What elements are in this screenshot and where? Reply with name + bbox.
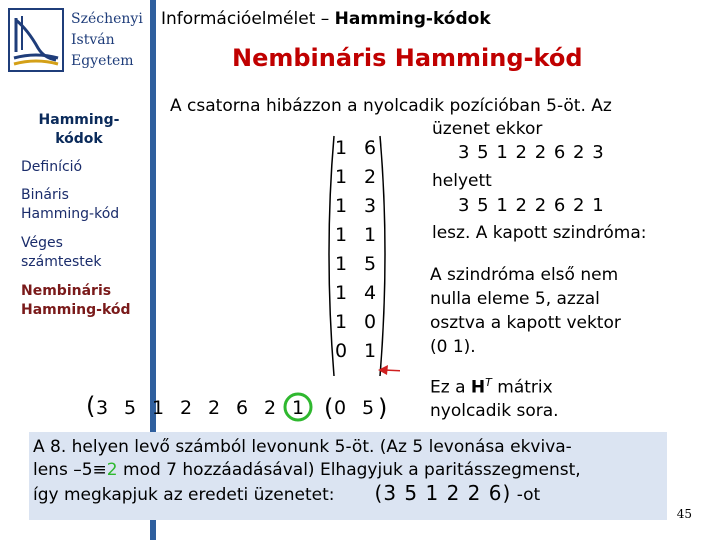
summary-text: A 8. helyen levő számból levonunk 5-öt. (Az 5 levonása ekviva- lens –5≡2 mod 7 hozzáadásával) Elhagyjuk a paritásszegmenst, így megkapjuk az eredeti üzenetet: (3 5 1 2 2 6) -ot [33, 437, 581, 505]
received-vector: 3 5 1 2 2 6 2 1 [458, 195, 605, 216]
slide-title: Nembináris Hamming-kód [232, 44, 583, 72]
matrix-cell: 1 [334, 224, 348, 246]
syndrome-computation [80, 132, 400, 426]
row-vector-cell: 2 [179, 397, 193, 419]
result-cell: 5 [361, 397, 375, 419]
intro-line-1: A csatorna hibázzon a nyolcadik pozícióban 5-öt. Az [170, 96, 612, 116]
matrix-cell: 6 [363, 137, 377, 159]
row-vector-cell: 5 [123, 397, 137, 419]
row-vector-open-paren: ( [86, 392, 96, 420]
matrix-cell: 1 [334, 195, 348, 217]
matrix-cell: 5 [363, 253, 377, 275]
intro-line-2: üzenet ekkor [432, 119, 543, 139]
syndrome-label: lesz. A kapott szindróma: [432, 223, 647, 243]
matrix-cell: 0 [363, 311, 377, 333]
matrix-cell: 3 [363, 195, 377, 217]
sidebar-item-nembinaris-hamming[interactable]: Nembináris Hamming-kód [21, 283, 131, 318]
instead-label: helyett [432, 171, 492, 191]
row-vector-cell: 1 [151, 397, 165, 419]
matrix-cell: 1 [334, 137, 348, 159]
row-vector-cell: 6 [235, 397, 249, 419]
row-vector-cell: 3 [95, 397, 109, 419]
result-vector [324, 394, 387, 422]
page-number: 45 [676, 507, 692, 521]
row-vector-cell: 1 [291, 397, 305, 419]
matrix-cell: 4 [363, 282, 377, 304]
matrix-cell: 1 [334, 311, 348, 333]
matrix-left-bracket [329, 136, 334, 376]
row-vector-cell: 2 [207, 397, 221, 419]
sent-vector: 3 5 1 2 2 6 2 3 [458, 142, 605, 163]
sidebar-item-definicio[interactable]: Definíció [21, 159, 83, 175]
result-cell: 0 [333, 397, 347, 419]
university-logo-icon [8, 8, 64, 72]
result-paren: ( [324, 394, 334, 422]
matrix-cell: 1 [334, 166, 348, 188]
sidebar-item-veges-szamtestek[interactable]: Véges számtestek [21, 235, 102, 270]
matrix-cell: 1 [334, 282, 348, 304]
row-vector-cell: 2 [263, 397, 277, 419]
matrix-cell: 1 [334, 253, 348, 275]
matrix-cell: 2 [363, 166, 377, 188]
ht-note: Ez a $H^T$ mátrix nyolcadik sora. [430, 376, 559, 421]
university-name: Széchenyi István Egyetem [71, 11, 143, 69]
row-vector [86, 392, 304, 420]
sidebar-heading: Hamming- kódok [38, 112, 120, 147]
matrix-cell: 0 [334, 340, 348, 362]
course-title: Információelmélet – Hamming-kódok [161, 9, 491, 29]
syndrome-explanation: A szindróma első nem nulla eleme 5, azzal osztva a kapott vektor (0 1). [430, 265, 621, 357]
matrix-cell: 1 [363, 224, 377, 246]
ht-matrix [335, 137, 376, 362]
sidebar-item-binaris-hamming[interactable]: Bináris Hamming-kód [21, 187, 120, 222]
matrix-cell: 1 [363, 340, 377, 362]
result-paren: ) [378, 394, 388, 422]
matrix-right-bracket [380, 136, 385, 376]
